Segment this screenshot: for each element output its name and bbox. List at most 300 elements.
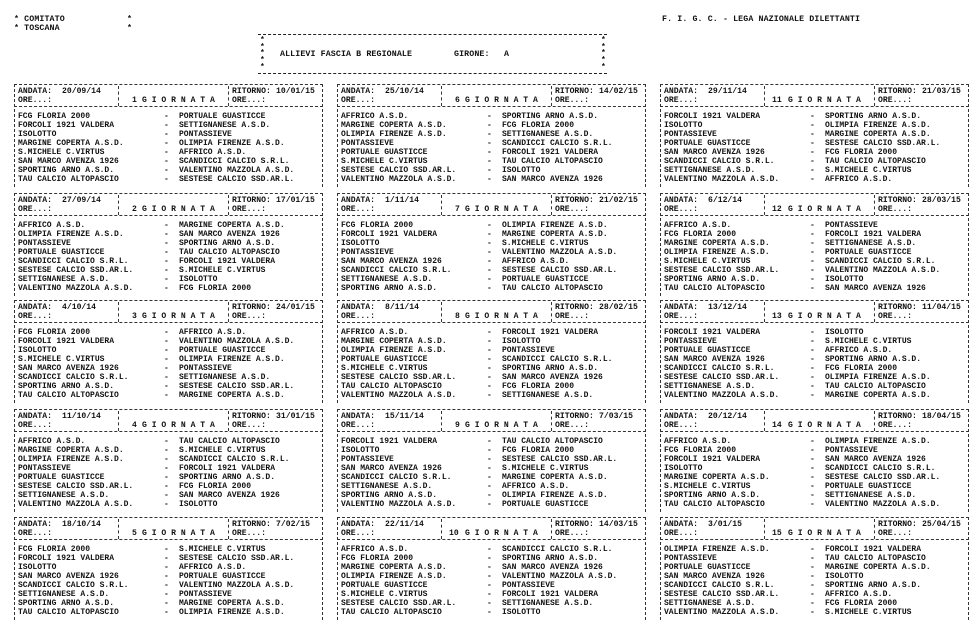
away-team: SCANDICCI CALCIO S.R.L. xyxy=(825,257,936,266)
away-team: S.MICHELE C.VIRTUS xyxy=(179,266,266,275)
away-team: SPORTING ARNO A.S.D. xyxy=(502,112,599,121)
header-divider-1 xyxy=(441,519,442,539)
home-team: SAN MARCO AVENZA 1926 xyxy=(18,364,119,373)
match-dash: - xyxy=(810,464,815,473)
match-dash: - xyxy=(487,382,492,391)
match-dash: - xyxy=(810,266,815,275)
match-dash: - xyxy=(810,139,815,148)
ritorno-date: 11/04/15 xyxy=(922,303,961,312)
header-divider-1 xyxy=(764,519,765,539)
block-left-border xyxy=(660,193,661,296)
home-team: SESTESE CALCIO SSD.AR.L. xyxy=(341,599,457,608)
header-divider-2 xyxy=(874,519,875,539)
away-team: OLIMPIA FIRENZE A.S.D. xyxy=(825,373,931,382)
header-separator xyxy=(660,106,969,107)
ritorno-date: 10/01/15 xyxy=(276,87,315,96)
home-team: SPORTING ARNO A.S.D. xyxy=(341,284,438,293)
matchday-label: G I O R N A T A xyxy=(142,205,215,214)
away-team: SCANDICCI CALCIO S.R.L. xyxy=(502,355,613,364)
block-top-border xyxy=(14,193,323,194)
home-team: VALENTINO MAZZOLA A.S.D. xyxy=(664,175,780,184)
matchday-number: 8 xyxy=(455,312,460,321)
match-dash: - xyxy=(487,482,492,491)
ore-ritorno-label: ORE...: xyxy=(232,421,266,430)
home-team: TAU CALCIO ALTOPASCIO xyxy=(341,608,442,617)
away-team: VALENTINO MAZZOLA A.S.D. xyxy=(825,266,941,275)
ritorno-date: 21/03/15 xyxy=(922,87,961,96)
home-team: SETTIGNANESE A.S.D. xyxy=(18,275,110,284)
home-team: PONTASSIEVE xyxy=(18,239,71,248)
block-left-border xyxy=(14,84,15,187)
match-dash: - xyxy=(810,175,815,184)
region-label: * TOSCANA xyxy=(14,24,60,33)
match-dash: - xyxy=(487,590,492,599)
home-team: FCG FLORIA 2000 xyxy=(341,554,414,563)
ore-andata-label: ORE...: xyxy=(664,529,698,538)
match-dash: - xyxy=(487,121,492,130)
ritorno-label: RITORNO: xyxy=(232,303,271,312)
away-team: FORCOLI 1921 VALDERA xyxy=(179,257,276,266)
match-dash: - xyxy=(810,275,815,284)
match-dash: - xyxy=(487,284,492,293)
ritorno-date: 25/04/15 xyxy=(922,520,961,529)
match-dash: - xyxy=(487,391,492,400)
home-team: AFFRICO A.S.D. xyxy=(664,437,732,446)
home-team: FCG FLORIA 2000 xyxy=(664,446,737,455)
ore-andata-label: ORE...: xyxy=(341,529,375,538)
home-team: SESTESE CALCIO SSD.AR.L. xyxy=(341,373,457,382)
match-dash: - xyxy=(487,148,492,157)
match-dash: - xyxy=(487,446,492,455)
home-team: FCG FLORIA 2000 xyxy=(18,328,91,337)
match-dash: - xyxy=(164,139,169,148)
away-team: PONTASSIEVE xyxy=(825,446,878,455)
match-dash: - xyxy=(487,599,492,608)
home-team: TAU CALCIO ALTOPASCIO xyxy=(18,608,119,617)
away-team: AFFRICO A.S.D. xyxy=(825,346,893,355)
andata-date: 6/12/14 xyxy=(708,196,742,205)
andata-label: ANDATA: xyxy=(341,87,375,96)
away-team: SCANDICCI CALCIO S.R.L. xyxy=(179,455,290,464)
ritorno-label: RITORNO: xyxy=(555,412,594,421)
header-separator xyxy=(660,539,969,540)
block-right-border xyxy=(322,409,323,512)
home-team: SCANDICCI CALCIO S.R.L. xyxy=(18,581,129,590)
ritorno-date: 28/02/15 xyxy=(599,303,638,312)
home-team: TAU CALCIO ALTOPASCIO xyxy=(18,391,119,400)
home-team: SESTESE CALCIO SSD.AR.L. xyxy=(341,166,457,175)
match-dash: - xyxy=(164,455,169,464)
block-top-border xyxy=(337,517,646,518)
matchday-block xyxy=(337,300,646,403)
away-team: S.MICHELE C.VIRTUS xyxy=(825,166,912,175)
match-dash: - xyxy=(487,455,492,464)
match-dash: - xyxy=(487,337,492,346)
block-right-border xyxy=(968,409,969,512)
away-team: SAN MARCO AVENZA 1926 xyxy=(825,455,926,464)
match-dash: - xyxy=(164,230,169,239)
block-right-border xyxy=(645,517,646,620)
home-team: FORCOLI 1921 VALDERA xyxy=(18,337,115,346)
away-team: AFFRICO A.S.D. xyxy=(502,257,570,266)
home-team: ISOLOTTO xyxy=(18,130,57,139)
home-team: VALENTINO MAZZOLA A.S.D. xyxy=(341,500,457,509)
away-team: AFFRICO A.S.D. xyxy=(825,175,893,184)
committee-star: * xyxy=(127,15,133,24)
away-team: FCG FLORIA 2000 xyxy=(179,482,252,491)
andata-label: ANDATA: xyxy=(341,412,375,421)
header-separator xyxy=(337,322,646,323)
ore-ritorno-label: ORE...: xyxy=(555,421,589,430)
home-team: OLIMPIA FIRENZE A.S.D. xyxy=(341,572,447,581)
federation-title: F. I. G. C. - LEGA NAZIONALE DILETTANTI xyxy=(662,15,861,24)
andata-label: ANDATA: xyxy=(18,520,52,529)
match-dash: - xyxy=(164,364,169,373)
banner-left-stars: * * * * * xyxy=(260,36,265,72)
header-separator xyxy=(14,431,323,432)
match-dash: - xyxy=(810,239,815,248)
match-dash: - xyxy=(810,230,815,239)
header-divider-2 xyxy=(228,411,229,431)
away-team: PONTASSIEVE xyxy=(179,364,232,373)
andata-label: ANDATA: xyxy=(664,196,698,205)
home-team: FCG FLORIA 2000 xyxy=(664,230,737,239)
ore-ritorno-label: ORE...: xyxy=(555,205,589,214)
away-team: TAU CALCIO ALTOPASCIO xyxy=(502,157,603,166)
ritorno-date: 28/03/15 xyxy=(922,196,961,205)
ore-andata-label: ORE...: xyxy=(664,96,698,105)
home-team: SCANDICCI CALCIO S.R.L. xyxy=(341,266,452,275)
matchday-number: 9 xyxy=(455,421,460,430)
header-divider-1 xyxy=(764,411,765,431)
matchday-block xyxy=(660,300,969,403)
matchday-block xyxy=(14,409,323,512)
header-separator xyxy=(660,322,969,323)
home-team: OLIMPIA FIRENZE A.S.D. xyxy=(18,230,124,239)
header-divider-2 xyxy=(551,302,552,322)
match-dash: - xyxy=(810,608,815,617)
home-team: OLIMPIA FIRENZE A.S.D. xyxy=(664,248,770,257)
match-dash: - xyxy=(164,482,169,491)
match-dash: - xyxy=(164,328,169,337)
block-top-border xyxy=(14,517,323,518)
header-divider-1 xyxy=(118,519,119,539)
home-team: SPORTING ARNO A.S.D. xyxy=(18,599,115,608)
match-dash: - xyxy=(164,464,169,473)
home-team: S.MICHELE C.VIRTUS xyxy=(664,482,751,491)
ritorno-label: RITORNO: xyxy=(232,196,271,205)
home-team: FORCOLI 1921 VALDERA xyxy=(664,455,761,464)
committee-label: * COMITATO xyxy=(14,15,65,24)
home-team: PONTASSIEVE xyxy=(341,455,394,464)
away-team: ISOLOTTO xyxy=(179,500,218,509)
match-dash: - xyxy=(810,437,815,446)
away-team: TAU CALCIO ALTOPASCIO xyxy=(179,248,280,257)
matchday-block xyxy=(660,517,969,620)
block-right-border xyxy=(645,84,646,187)
home-team: SESTESE CALCIO SSD.AR.L. xyxy=(664,373,780,382)
header-divider-1 xyxy=(441,411,442,431)
header-divider-1 xyxy=(441,195,442,215)
match-dash: - xyxy=(810,355,815,364)
match-dash: - xyxy=(164,112,169,121)
home-team: VALENTINO MAZZOLA A.S.D. xyxy=(18,284,134,293)
home-team: FORCOLI 1921 VALDERA xyxy=(341,437,438,446)
away-team: MARGINE COPERTA A.S.D. xyxy=(825,391,931,400)
match-dash: - xyxy=(810,599,815,608)
ritorno-date: 7/02/15 xyxy=(276,520,310,529)
header-divider-2 xyxy=(874,86,875,106)
ritorno-label: RITORNO: xyxy=(555,520,594,529)
home-team: SETTIGNANESE A.S.D. xyxy=(664,382,756,391)
home-team: PONTASSIEVE xyxy=(341,139,394,148)
match-dash: - xyxy=(164,284,169,293)
match-dash: - xyxy=(487,364,492,373)
match-dash: - xyxy=(487,355,492,364)
away-team: SETTIGNANESE A.S.D. xyxy=(825,239,917,248)
away-team: SESTESE CALCIO SSD.AR.L. xyxy=(179,175,295,184)
away-team: TAU CALCIO ALTOPASCIO xyxy=(502,437,603,446)
match-dash: - xyxy=(487,473,492,482)
away-team: SESTESE CALCIO SSD.AR.L. xyxy=(502,266,618,275)
header-separator xyxy=(14,215,323,216)
home-team: SAN MARCO AVENZA 1926 xyxy=(664,355,765,364)
home-team: AFFRICO A.S.D. xyxy=(18,437,86,446)
ritorno-date: 7/03/15 xyxy=(599,412,633,421)
home-team: TAU CALCIO ALTOPASCIO xyxy=(18,175,119,184)
away-team: VALENTINO MAZZOLA A.S.D. xyxy=(502,572,618,581)
match-dash: - xyxy=(487,112,492,121)
match-dash: - xyxy=(810,157,815,166)
home-team: SPORTING ARNO A.S.D. xyxy=(18,382,115,391)
header-divider-2 xyxy=(551,411,552,431)
block-top-border xyxy=(337,84,646,85)
block-top-border xyxy=(660,517,969,518)
header-divider-1 xyxy=(764,195,765,215)
home-team: SETTIGNANESE A.S.D. xyxy=(18,590,110,599)
match-dash: - xyxy=(810,446,815,455)
match-dash: - xyxy=(487,581,492,590)
matchday-number: 2 xyxy=(132,205,137,214)
away-team: FCG FLORIA 2000 xyxy=(179,284,252,293)
home-team: SAN MARCO AVENZA 1926 xyxy=(664,572,765,581)
away-team: ISOLOTTO xyxy=(502,337,541,346)
matchday-block xyxy=(660,409,969,512)
away-team: PONTASSIEVE xyxy=(502,581,555,590)
away-team: PORTUALE GUASTICCE xyxy=(825,482,912,491)
matchday-label: G I O R N A T A xyxy=(465,205,538,214)
block-right-border xyxy=(968,517,969,620)
matchday-number: 6 xyxy=(455,96,460,105)
home-team: VALENTINO MAZZOLA A.S.D. xyxy=(664,608,780,617)
block-right-border xyxy=(322,193,323,296)
match-dash: - xyxy=(810,284,815,293)
away-team: SPORTING ARNO A.S.D. xyxy=(825,112,922,121)
away-team: MARGINE COPERTA A.S.D. xyxy=(179,599,285,608)
away-team: ISOLOTTO xyxy=(502,166,541,175)
match-dash: - xyxy=(810,455,815,464)
ore-andata-label: ORE...: xyxy=(341,421,375,430)
away-team: SPORTING ARNO A.S.D. xyxy=(179,473,276,482)
ore-ritorno-label: ORE...: xyxy=(555,529,589,538)
matchday-number: 3 xyxy=(132,312,137,321)
match-dash: - xyxy=(810,545,815,554)
match-dash: - xyxy=(487,248,492,257)
andata-date: 15/11/14 xyxy=(385,412,424,421)
away-team: ISOLOTTO xyxy=(179,275,218,284)
ritorno-date: 14/03/15 xyxy=(599,520,638,529)
away-team: FCG FLORIA 2000 xyxy=(825,364,898,373)
home-team: SETTIGNANESE A.S.D. xyxy=(664,166,756,175)
block-left-border xyxy=(14,409,15,512)
home-team: PORTUALE GUASTICCE xyxy=(664,139,751,148)
away-team: FCG FLORIA 2000 xyxy=(502,382,575,391)
home-team: MARGINE COPERTA A.S.D. xyxy=(18,139,124,148)
ore-andata-label: ORE...: xyxy=(341,312,375,321)
header-divider-1 xyxy=(764,302,765,322)
match-dash: - xyxy=(810,221,815,230)
matchday-number: 12 xyxy=(772,205,782,214)
home-team: AFFRICO A.S.D. xyxy=(341,112,409,121)
away-team: SPORTING ARNO A.S.D. xyxy=(825,581,922,590)
home-team: SCANDICCI CALCIO S.R.L. xyxy=(664,157,775,166)
match-dash: - xyxy=(164,275,169,284)
block-left-border xyxy=(660,300,661,403)
header-separator xyxy=(660,215,969,216)
match-dash: - xyxy=(487,166,492,175)
away-team: SPORTING ARNO A.S.D. xyxy=(502,554,599,563)
home-team: TAU CALCIO ALTOPASCIO xyxy=(664,284,765,293)
away-team: SETTIGNANESE A.S.D. xyxy=(502,599,594,608)
away-team: AFFRICO A.S.D. xyxy=(179,563,247,572)
home-team: ISOLOTTO xyxy=(18,346,57,355)
match-dash: - xyxy=(164,382,169,391)
header-divider-1 xyxy=(118,411,119,431)
home-team: PORTUALE GUASTICCE xyxy=(341,355,428,364)
home-team: SPORTING ARNO A.S.D. xyxy=(18,166,115,175)
andata-date: 27/09/14 xyxy=(62,196,101,205)
header-divider-1 xyxy=(118,195,119,215)
away-team: MARGINE COPERTA A.S.D. xyxy=(502,473,608,482)
ritorno-label: RITORNO: xyxy=(555,196,594,205)
match-dash: - xyxy=(810,166,815,175)
home-team: MARGINE COPERTA A.S.D. xyxy=(18,446,124,455)
match-dash: - xyxy=(810,373,815,382)
header-divider-2 xyxy=(551,519,552,539)
away-team: SPORTING ARNO A.S.D. xyxy=(502,364,599,373)
matchday-block xyxy=(14,84,323,187)
home-team: FORCOLI 1921 VALDERA xyxy=(18,554,115,563)
matchday-label: G I O R N A T A xyxy=(788,312,861,321)
home-team: PORTUALE GUASTICCE xyxy=(664,563,751,572)
match-dash: - xyxy=(810,581,815,590)
ritorno-date: 31/01/15 xyxy=(276,412,315,421)
home-team: PORTUALE GUASTICCE xyxy=(18,248,105,257)
block-top-border xyxy=(14,409,323,410)
home-team: VALENTINO MAZZOLA A.S.D. xyxy=(341,175,457,184)
away-team: PORTUALE GUASTICCE xyxy=(825,248,912,257)
home-team: SETTIGNANESE A.S.D. xyxy=(664,599,756,608)
home-team: MARGINE COPERTA A.S.D. xyxy=(341,563,447,572)
home-team: SCANDICCI CALCIO S.R.L. xyxy=(664,581,775,590)
match-dash: - xyxy=(487,266,492,275)
match-dash: - xyxy=(164,446,169,455)
away-team: OLIMPIA FIRENZE A.S.D. xyxy=(179,139,285,148)
andata-date: 11/10/14 xyxy=(62,412,101,421)
header-divider-2 xyxy=(874,195,875,215)
match-dash: - xyxy=(810,130,815,139)
match-dash: - xyxy=(810,391,815,400)
away-team: S.MICHELE C.VIRTUS xyxy=(502,464,589,473)
away-team: SPORTING ARNO A.S.D. xyxy=(825,355,922,364)
andata-label: ANDATA: xyxy=(664,412,698,421)
header-divider-2 xyxy=(551,195,552,215)
matchday-block xyxy=(14,193,323,296)
ore-andata-label: ORE...: xyxy=(18,312,52,321)
away-team: MARGINE COPERTA A.S.D. xyxy=(179,391,285,400)
ritorno-label: RITORNO: xyxy=(878,87,917,96)
banner-right-stars: * * * * * xyxy=(601,36,606,72)
home-team: S.MICHELE C.VIRTUS xyxy=(341,157,428,166)
block-right-border xyxy=(645,193,646,296)
away-team: FORCOLI 1921 VALDERA xyxy=(825,545,922,554)
match-dash: - xyxy=(810,112,815,121)
home-team: AFFRICO A.S.D. xyxy=(18,221,86,230)
home-team: SPORTING ARNO A.S.D. xyxy=(664,275,761,284)
match-dash: - xyxy=(164,355,169,364)
block-top-border xyxy=(14,84,323,85)
header-divider-2 xyxy=(551,86,552,106)
match-dash: - xyxy=(164,473,169,482)
home-team: SETTIGNANESE A.S.D. xyxy=(341,275,433,284)
matchday-block xyxy=(337,84,646,187)
match-dash: - xyxy=(164,581,169,590)
match-dash: - xyxy=(810,572,815,581)
match-dash: - xyxy=(164,239,169,248)
match-dash: - xyxy=(164,545,169,554)
ritorno-label: RITORNO: xyxy=(232,520,271,529)
ritorno-label: RITORNO: xyxy=(555,87,594,96)
andata-label: ANDATA: xyxy=(664,87,698,96)
match-dash: - xyxy=(164,608,169,617)
match-dash: - xyxy=(487,491,492,500)
header-separator xyxy=(337,215,646,216)
matchday-number: 14 xyxy=(772,421,782,430)
home-team: PORTUALE GUASTICCE xyxy=(664,346,751,355)
andata-date: 20/12/14 xyxy=(708,412,747,421)
header-divider-1 xyxy=(441,302,442,322)
banner-bottom-border xyxy=(258,73,607,74)
home-team: SAN MARCO AVENZA 1926 xyxy=(664,148,765,157)
away-team: OLIMPIA FIRENZE A.S.D. xyxy=(179,355,285,364)
ritorno-date: 17/01/15 xyxy=(276,196,315,205)
match-dash: - xyxy=(164,248,169,257)
away-team: FORCOLI 1921 VALDERA xyxy=(502,328,599,337)
matchday-label: G I O R N A T A xyxy=(465,312,538,321)
block-left-border xyxy=(337,517,338,620)
match-dash: - xyxy=(487,554,492,563)
block-top-border xyxy=(660,300,969,301)
header-separator xyxy=(337,539,646,540)
match-dash: - xyxy=(487,572,492,581)
andata-date: 13/12/14 xyxy=(708,303,747,312)
home-team: PORTUALE GUASTICCE xyxy=(341,148,428,157)
match-dash: - xyxy=(487,328,492,337)
match-dash: - xyxy=(487,239,492,248)
home-team: VALENTINO MAZZOLA A.S.D. xyxy=(341,391,457,400)
match-dash: - xyxy=(164,554,169,563)
header-divider-2 xyxy=(228,519,229,539)
